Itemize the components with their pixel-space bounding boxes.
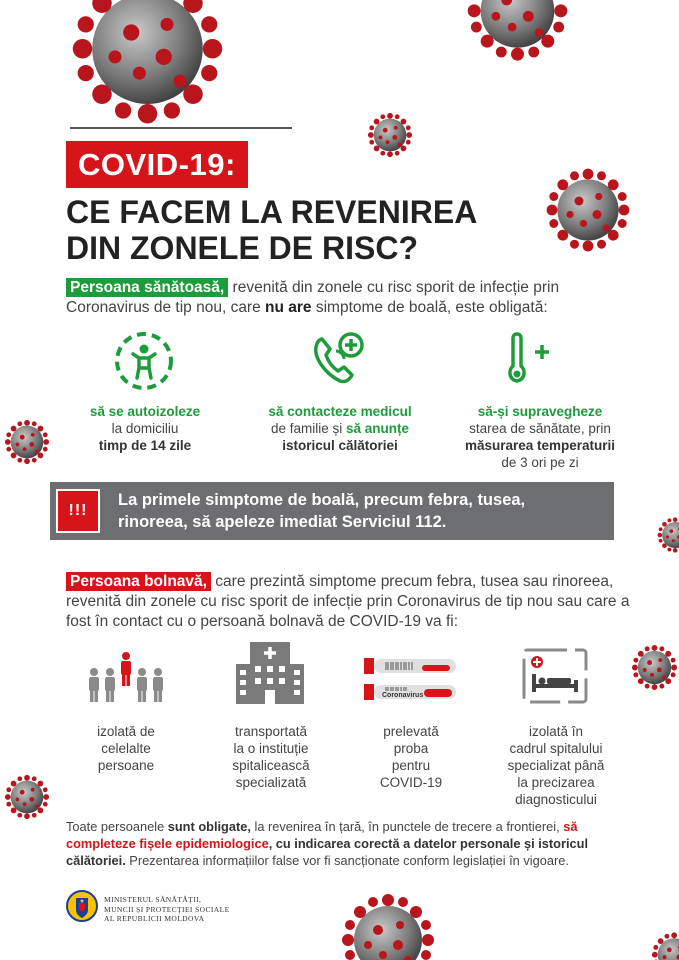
- obligation-green-label: să se autoizoleze: [89, 404, 201, 419]
- header-divider: [70, 127, 292, 129]
- virus-decoration-icon: [3, 418, 51, 466]
- footer-text: la revenirea în țară, în punctele de trecere a frontierei,: [250, 819, 564, 834]
- ministry-line: AL REPUBLICII MOLDOVA: [104, 914, 205, 923]
- measure-line: izolată de: [97, 724, 155, 739]
- virus-decoration-icon: [60, 0, 235, 130]
- page-title: [66, 194, 526, 266]
- obligation-text: de familie și: [270, 421, 346, 436]
- alert-badge: !!!: [56, 489, 100, 533]
- self-isolation-icon: [113, 330, 175, 392]
- measure-line: prelevată: [383, 724, 439, 739]
- healthy-person-highlight: Persoana sănătoasă,: [66, 278, 228, 297]
- isolated-person-icon: [86, 652, 166, 704]
- healthy-person-intro: [66, 278, 626, 318]
- measure-sampled: [355, 723, 467, 791]
- intro-text-1: revenită din zonele cu risc sporit de infecție prin Coronavirus de tip nou, care: [66, 279, 560, 316]
- ministry-line: MUNCII ȘI PROTECȚIEI SOCIALE: [104, 904, 230, 914]
- virus-decoration-icon: [338, 890, 438, 960]
- phone-medical-icon: [306, 327, 368, 389]
- virus-decoration-icon: [543, 165, 633, 255]
- measure-line: izolată în: [528, 724, 584, 739]
- measure-line: specializat până: [507, 758, 605, 773]
- obligation-bold-line: măsurarea temperaturii: [464, 438, 616, 453]
- obligation-bold-line: istoricul călătoriei: [282, 438, 398, 453]
- measure-line: la o instituție: [233, 741, 309, 756]
- thermometer-icon: [505, 330, 555, 385]
- virus-decoration-icon: [656, 515, 679, 555]
- footer-text: Prezentarea informațiilor false vor fi sancționate conform legislației în vigoare.: [125, 853, 569, 868]
- obligation-bold-line: timp de 14 zile: [98, 438, 192, 453]
- alert-text: La primele simptome de boală, precum febra, tusea, rinoreea, să apeleze imediat Serviciul 112.: [118, 491, 526, 531]
- measure-transported: [215, 723, 327, 791]
- footer-text: Toate persoanele: [66, 819, 168, 834]
- test-tube-icon: [362, 656, 458, 706]
- intro-text-2: simptome de boală, este obligată:: [311, 299, 548, 316]
- virus-decoration-icon: [366, 111, 414, 159]
- virus-decoration-icon: [650, 930, 679, 960]
- sick-person-highlight: Persoana bolnavă,: [66, 572, 211, 591]
- obligation-contact-doctor: [250, 403, 430, 454]
- obligation-self-isolate: [55, 403, 235, 454]
- measure-isolated: [70, 723, 182, 774]
- title-line-2: DIN ZONELE DE RISC?: [66, 230, 419, 266]
- measure-line: cadrul spitalului: [509, 741, 603, 756]
- measure-line: persoane: [97, 758, 155, 773]
- virus-decoration-icon: [3, 773, 51, 821]
- title-line-1: CE FACEM LA REVENIREA: [66, 194, 478, 230]
- measure-line: celelalte: [101, 741, 151, 756]
- tube-label: Coronavirus: [382, 692, 424, 699]
- footer-bold: , cu indicarea corectă a datelor personale și istoricul călătoriei.: [66, 836, 589, 868]
- measure-line: COVID-19: [379, 775, 443, 790]
- footer-notice: [66, 818, 618, 869]
- measure-line: pentru: [391, 758, 431, 773]
- obligation-green-inline: să anunțe: [346, 421, 410, 436]
- obligation-line: [250, 420, 430, 437]
- hospital-bed-icon: [522, 648, 588, 704]
- hospital-icon: [234, 640, 306, 704]
- measure-line: proba: [393, 741, 429, 756]
- measure-line: spitalicească: [232, 758, 310, 773]
- obligation-line: la domiciliu: [111, 421, 179, 436]
- measure-line: transportată: [234, 724, 308, 739]
- virus-decoration-icon: [630, 643, 679, 692]
- footer-bold: sunt obligate,: [167, 819, 251, 834]
- obligation-line: de 3 ori pe zi: [501, 455, 579, 470]
- measure-line: specializată: [235, 775, 307, 790]
- obligation-monitor-health: [440, 403, 640, 471]
- obligation-green-label: să contacteze medicul: [268, 404, 412, 419]
- covid-badge: COVID-19:: [66, 141, 248, 188]
- moldova-coat-of-arms-icon: [66, 888, 98, 924]
- ministry-name: [104, 895, 230, 924]
- sick-person-intro: [66, 572, 632, 632]
- virus-decoration-icon: [455, 0, 580, 65]
- measure-line: la precizarea: [517, 775, 595, 790]
- measure-line: diagnosticului: [515, 792, 597, 807]
- sick-person-text: care prezintă simptome precum febra, tusea sau rinoreea, revenită din zonele cu risc sporit de infecție prin Coronavirus de tip nou sau care a fost în contact cu o persoană bolnavă de COVID-19 va fi:: [66, 573, 630, 630]
- obligation-green-label: să-și supravegheze: [477, 404, 603, 419]
- ministry-line: MINISTERUL SĂNĂTĂȚII,: [104, 895, 202, 904]
- obligation-line: starea de sănătate, prin: [469, 421, 611, 436]
- footer-red: să completeze fișele epidemiologice: [66, 819, 578, 851]
- intro-bold: nu are: [265, 299, 312, 316]
- measure-hospital-isolated: [494, 723, 618, 808]
